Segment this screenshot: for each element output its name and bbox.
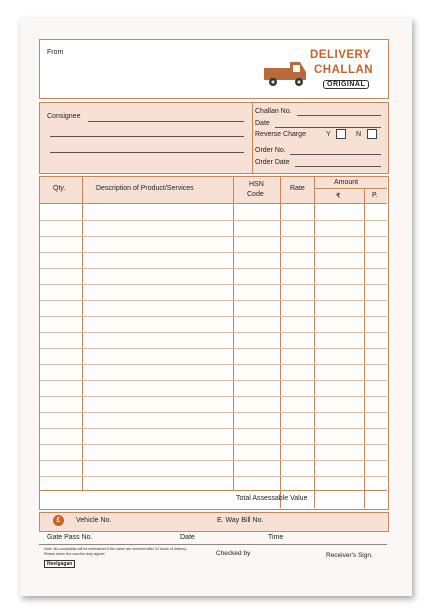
table-row <box>40 412 387 413</box>
table-row <box>40 476 387 477</box>
table-row <box>40 236 387 237</box>
challan-no-line <box>297 115 381 116</box>
col-rupee: ₹ <box>336 193 341 200</box>
gate-time-label: Time <box>268 534 284 541</box>
table-row <box>40 252 387 253</box>
col-rate: Rate <box>290 185 305 192</box>
eway-bill-label: E. Way Bill No. <box>217 517 264 524</box>
reverse-charge-y: Y <box>326 131 331 138</box>
table-row <box>40 268 387 269</box>
col-hsn-2: Code <box>247 191 264 198</box>
date-line <box>275 127 381 128</box>
col-paise: P. <box>372 192 378 199</box>
reverse-charge-n: N <box>356 131 362 138</box>
order-no-line <box>290 154 381 155</box>
challan-no-label: Challan No. <box>255 108 292 115</box>
order-no-label: Order No. <box>255 147 286 154</box>
receiver-sign-label: Receiver's Sign. <box>326 552 373 559</box>
total-assessable-label: Total Assessable Value <box>236 495 308 502</box>
table-row <box>40 380 387 381</box>
col-amount: Amount <box>334 179 359 186</box>
gate-date-label: Date <box>180 534 195 541</box>
table-row <box>40 332 387 333</box>
col-description: Description of Product/Services <box>96 185 194 192</box>
amount-split-line <box>314 188 387 189</box>
table-row <box>40 396 387 397</box>
gate-pass-underline <box>39 544 387 545</box>
details-divider <box>252 103 253 173</box>
reverse-charge-label: Reverse Charge <box>255 131 306 138</box>
brand-logo-icon: £ <box>53 515 64 526</box>
consignee-line-3 <box>50 152 244 153</box>
col-hsn-1: HSN <box>249 181 264 188</box>
reverse-charge-y-checkbox[interactable] <box>336 129 346 139</box>
table-row <box>40 460 387 461</box>
table-row <box>40 364 387 365</box>
reverse-charge-n-checkbox[interactable] <box>367 129 377 139</box>
table-header-bottom <box>40 203 387 204</box>
gate-pass-label: Gate Pass No. <box>47 534 93 541</box>
total-row-line <box>40 490 387 491</box>
truck-icon <box>262 52 308 88</box>
challan-sheet <box>20 18 412 596</box>
col-line-rate <box>314 177 315 508</box>
table-row <box>40 220 387 221</box>
vehicle-no-label: Vehicle No. <box>76 517 112 524</box>
table-row <box>40 428 387 429</box>
col-qty: Qty. <box>53 185 66 192</box>
from-label: From <box>47 49 64 56</box>
title-delivery: DELIVERY <box>310 49 372 61</box>
brand-stamp: Neelgagan <box>44 560 75 568</box>
table-row <box>40 348 387 349</box>
order-date-line <box>295 166 381 167</box>
date-label: Date <box>255 120 270 127</box>
original-badge: ORIGINAL <box>323 80 369 89</box>
order-date-label: Order Date <box>255 159 290 166</box>
checked-by-label: Checked by <box>216 550 251 557</box>
table-row <box>40 316 387 317</box>
consignee-label: Consignee <box>47 113 81 120</box>
note-text: Note: No complaints will be entertained if the same are received after 24 hours of delivery. Please return the voucher duly signed. <box>44 547 187 556</box>
consignee-line-2 <box>50 136 244 137</box>
table-row <box>40 284 387 285</box>
col-line-hsn <box>280 177 281 508</box>
table-row <box>40 300 387 301</box>
consignee-line-1 <box>88 121 244 122</box>
title-challan: CHALLAN <box>314 64 374 76</box>
table-row <box>40 444 387 445</box>
